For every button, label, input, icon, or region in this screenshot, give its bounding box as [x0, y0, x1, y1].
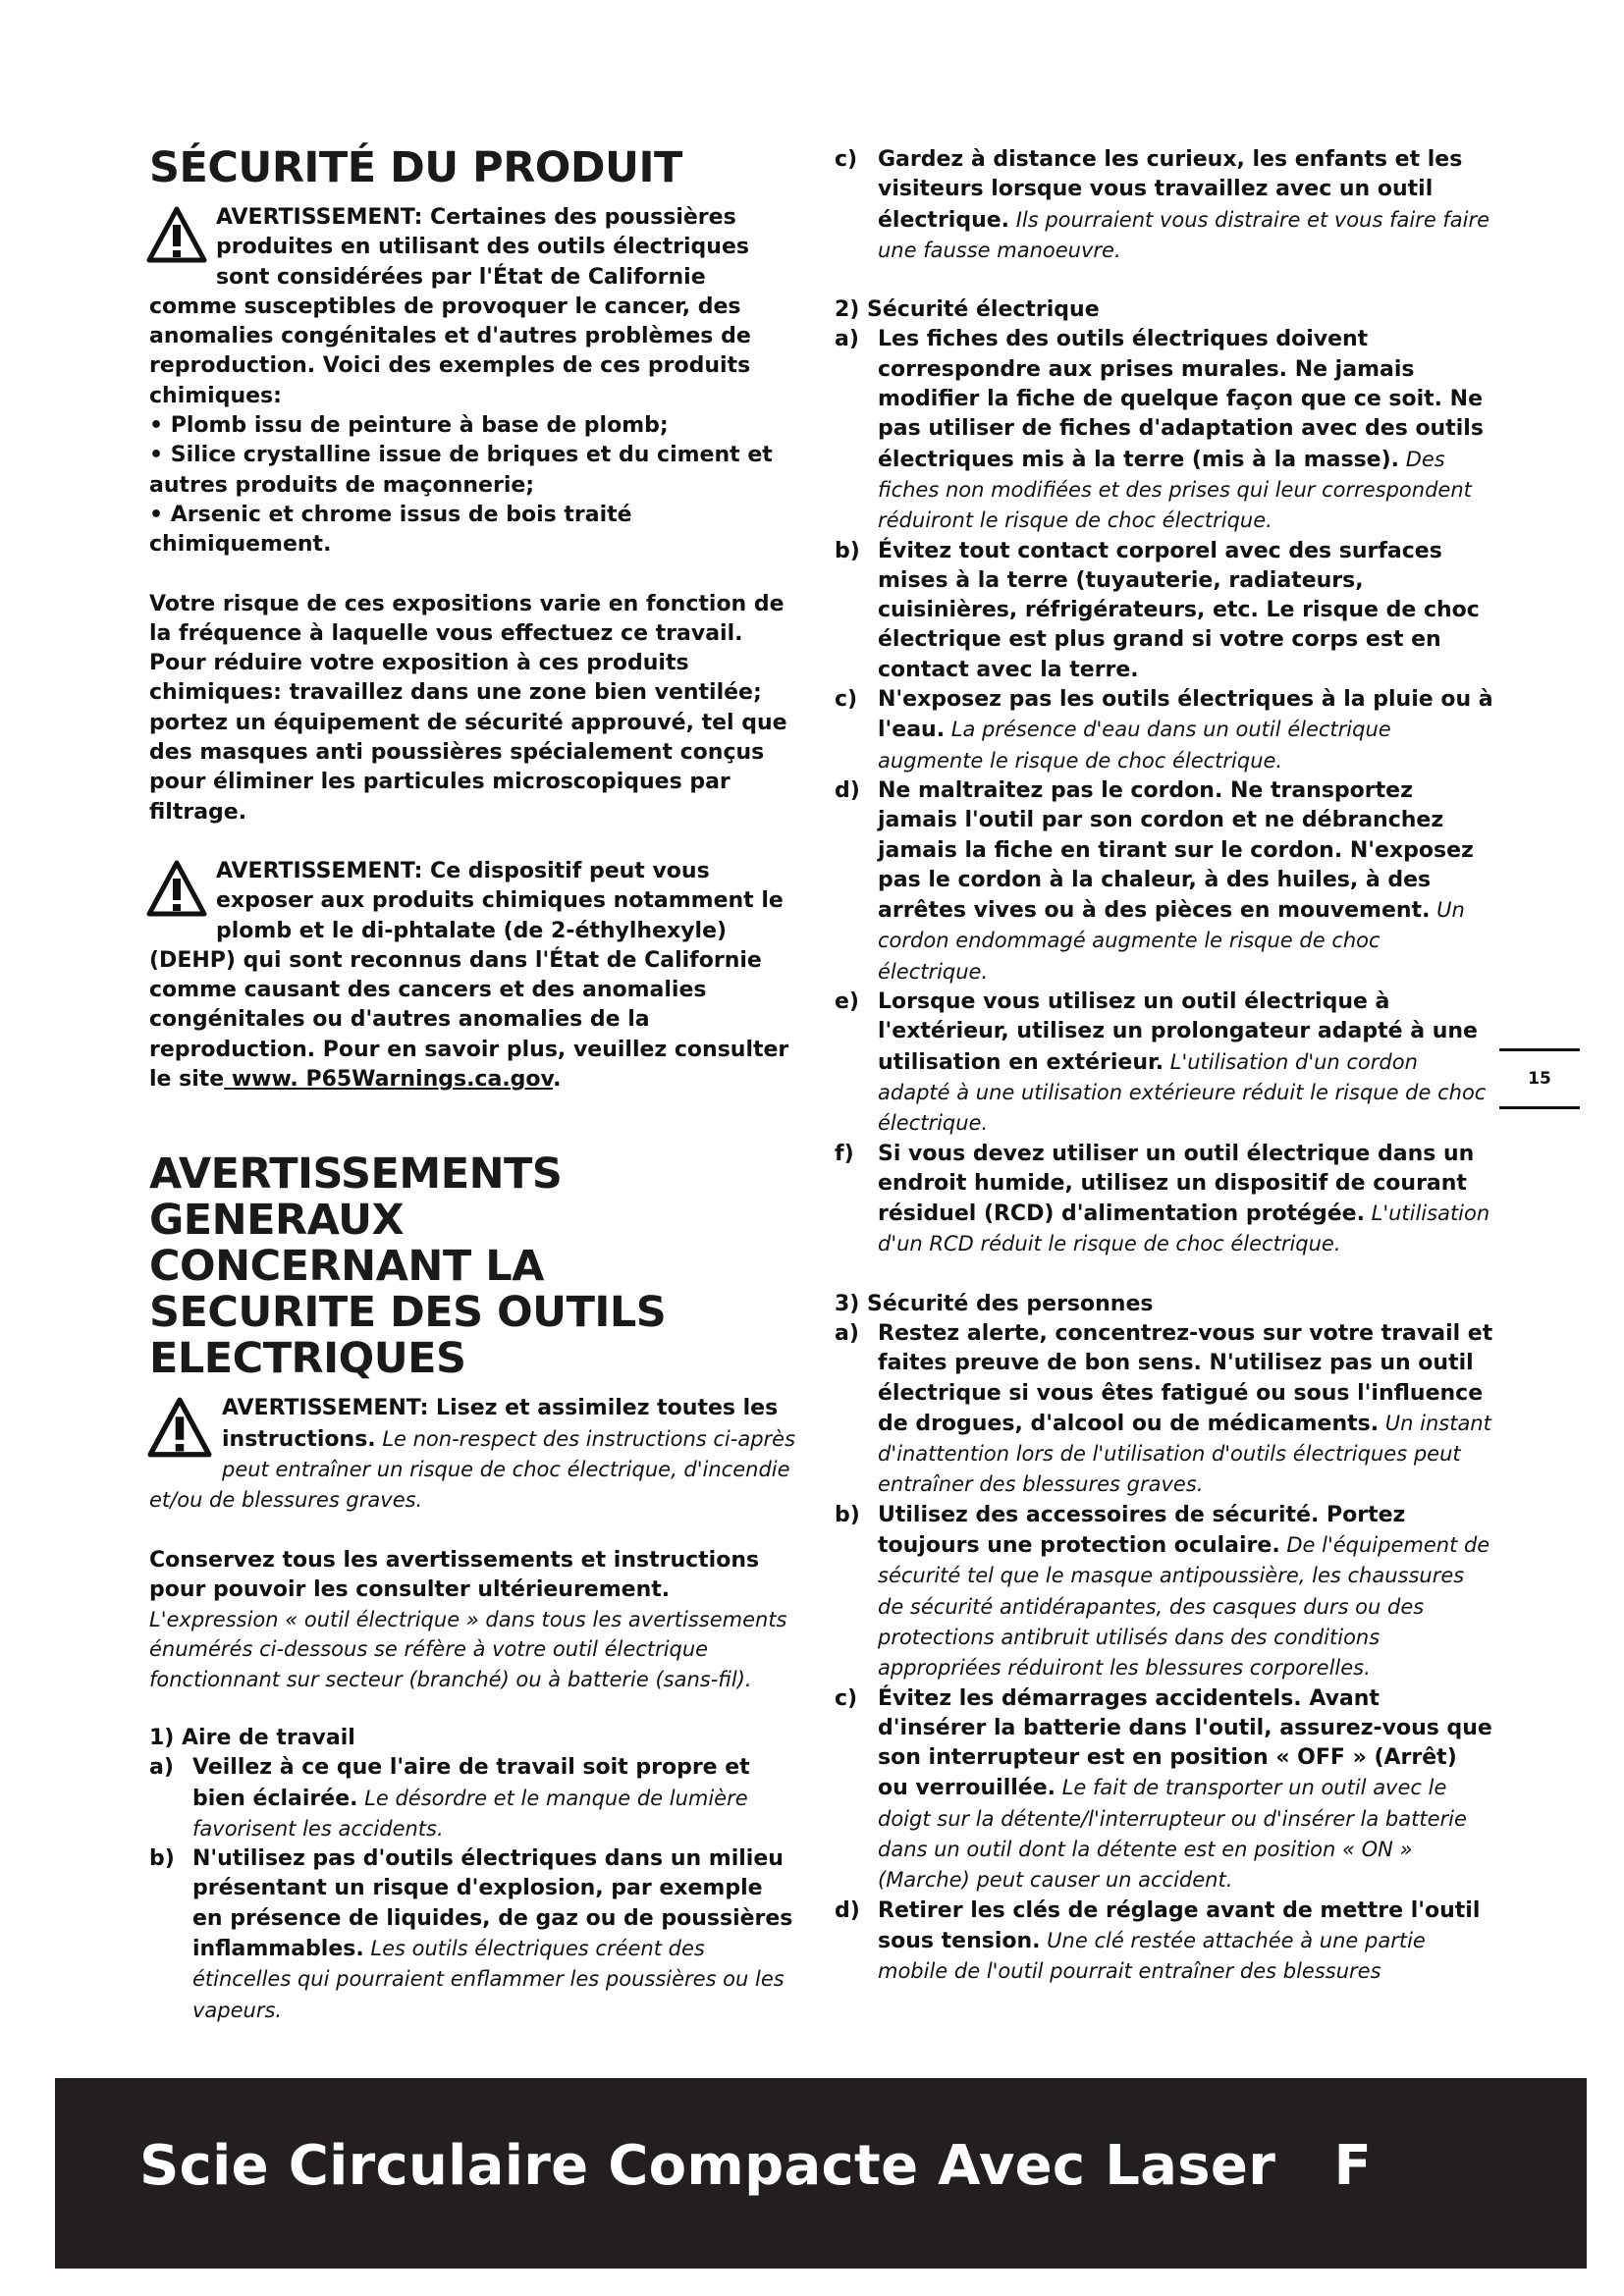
warning-dehp-text: AVERTISSEMENT: Ce dispositif peut vous exposer aux produits chimiques notamment le plomb et le di-phtalate (de 2-éthylhexyle) (DEHP) qui sont reconnus dans l'État de Californie comme causant des cancers et des anomalies congénitales ou d'autres anomalies de la reproduction. Pour en savoir plus, veuillez consulter le site www. P65Warnings.ca.gov. — [149, 858, 789, 1093]
page-number: 15 — [1499, 1048, 1580, 1109]
warning-block-dust — [149, 203, 797, 561]
left-column — [149, 145, 797, 2026]
p65-warnings-link[interactable]: www. P65Warnings.ca.gov — [224, 1067, 554, 1093]
warning-block-instructions — [149, 1394, 797, 1516]
list-item: a) Restez alerte, concentrez-vous sur votre travail et faites preuve de bon sens. N'utilisez pas un outil électrique si vous êtes fatigué ou sous l'influence de drogues, d'alcool ou de médicaments. Un instant d'inattention lors de l'utilisation d'outils électriques peut entraîner des blessures graves. — [835, 1320, 1493, 1497]
section-title-general-warnings: AVERTISSEMENTS GENERAUX CONCERNANT LA SECURITE DES OUTILS ELECTRIQUES — [149, 1149, 667, 1384]
power-tool-definition: L'expression « outil électrique » dans tous les avertissements énumérés ci-dessous se réfère à votre outil électrique fonctionnant sur secteur (branché) ou à batterie (sans-fil). — [149, 1608, 787, 1691]
list-item: b) Utilisez des accessoires de sécurité. Portez toujours une protection oculaire. De l'équipement de sécurité tel que le masque antipoussière, les chaussures de sécurité antidérapantes, des casques durs ou des protections antibruit utilisés dans des conditions appropriées réduiront les blessures corporelles. — [835, 1502, 1490, 1681]
list-item: a) Les fiches des outils électriques doivent correspondre aux prises murales. Ne jamais modifier la fiche de quelque façon que ce soit. Ne pas utiliser de fiches d'adaptation avec des outils électriques mis à la terre (mis à la masse). Des fiches non modifiées et des prises qui leur correspondent réduiront le risque de choc électrique. — [835, 327, 1484, 533]
right-column — [835, 145, 1494, 1988]
list-item: f) Si vous devez utiliser un outil électrique dans un endroit humide, utilisez un dispositif de courant résiduel (RCD) d'alimentation protégée. L'utilisation d'un RCD réduit le risque de choc électrique. — [835, 1141, 1490, 1256]
subsection-heading-electrical: 2) Sécurité électrique — [835, 297, 1100, 323]
list-item: b) Évitez tout contact corporel avec des surfaces mises à la terre (tuyauterie, radiateurs, cuisinières, réfrigérateurs, etc. Le risque de choc électrique est plus grand si votre corps est en contact avec la terre. — [835, 538, 1480, 682]
list-item: e) Lorsque vous utilisez un outil électrique à l'extérieur, utilisez un prolongateur adapté à une utilisation en extérieur. L'utilisation d'un cordon adapté à une utilisation extérieure réduit le risque de choc électrique. — [835, 989, 1487, 1136]
warning-bullet: • Plomb issu de peinture à base de plomb; — [149, 413, 669, 439]
list-item: c) Évitez les démarrages accidentels. Avant d'insérer la batterie dans l'outil, assurez-vous que son interrupteur est en position « OFF » (Arrêt) ou verrouillée. Le fait de transporter un outil avec le doigt sur la détente/l'interrupteur ou d'insérer la batterie dans un outil dont la détente est en position « ON » (Marche) peut causer un accident. — [835, 1685, 1492, 1893]
section-title-product-safety: SÉCURITÉ DU PRODUIT — [149, 143, 682, 192]
list-item: a) Veillez à ce que l'aire de travail soit propre et bien éclairée. Le désordre et le manque de lumière favorisent les accidents. — [149, 1755, 750, 1841]
subsection-heading-personal: 3) Sécurité des personnes — [835, 1291, 1154, 1316]
warning-bullet: • Arsenic et chrome issus de bois traité chimiquement. — [149, 502, 632, 558]
warning-instructions-text: AVERTISSEMENT: Lisez et assimilez toutes les instructions. Le non-respect des instructions ci-après peut entraîner un risque de choc électrique, d'incendie et/ou de blessures graves. — [149, 1396, 796, 1513]
warning-triangle-icon — [145, 205, 208, 264]
warning-block-dehp — [149, 857, 797, 1095]
list-item: d) Retirer les clés de réglage avant de mettre l'outil sous tension. Une clé restée attachée à une partie mobile de l'outil pourrait entraîner des blessures — [835, 1897, 1481, 1984]
warning-dust-text: AVERTISSEMENT: Certaines des poussières produites en utilisant des outils électriques sont considérées par l'État de Californie comme susceptibles de provoquer le cancer, des anomalies congénitales et d'autres problèmes de reproduction. Voici des exemples de ces produits chimiques: — [149, 205, 751, 408]
keep-instructions-heading: Conservez tous les avertissements et instructions pour pouvoir les consulter ultérieurement. — [149, 1547, 760, 1602]
list-item: d) Ne maltraitez pas le cordon. Ne transportez jamais l'outil par son cordon et ne débranchez jamais la fiche en tirant sur le cordon. N'exposez pas le cordon à la chaleur, à des huiles, à des arrêtes vives ou à des pièces en mouvement. Un cordon endommagé augmente le risque de choc électrique. — [835, 777, 1474, 984]
warning-triangle-icon — [145, 859, 208, 918]
warning-bullet: • Silice crystalline issue de briques et du ciment et autres produits de maçonnerie; — [149, 443, 773, 498]
footer-banner — [55, 2078, 1587, 2269]
subsection-heading-work-area: 1) Aire de travail — [149, 1725, 355, 1750]
list-item: c) Gardez à distance les curieux, les enfants et les visiteurs lorsque vous travaillez avec un outil électrique. Ils pourraient vous distraire et vous faire faire une fausse manoeuvre. — [835, 147, 1490, 262]
list-item: b) N'utilisez pas d'outils électriques dans un milieu présentant un risque d'explosion, par exemple en présence de liquides, de gaz ou de poussières inflammables. Les outils électriques créent des étincelles qui pourraient enflammer les poussières ou les vapeurs. — [149, 1846, 793, 2022]
exposure-paragraph: Votre risque de ces expositions varie en fonction de la fréquence à laquelle vous effectuez ce travail. Pour réduire votre exposition à ces produits chimiques: travaillez dans une zone bien ventilée; portez un équipement de sécurité approuvé, tel que des masques anti poussières spécialement conçus pour éliminer les particules microscopiques par filtrage. — [149, 591, 787, 825]
footer-product-title: Scie Circulaire Compacte Avec Laser F — [139, 2134, 1373, 2198]
warning-triangle-icon — [145, 1396, 214, 1459]
list-item: c) N'exposez pas les outils électriques à la pluie ou à l'eau. La présence d'eau dans un outil électrique augmente le risque de choc électrique. — [835, 687, 1493, 773]
